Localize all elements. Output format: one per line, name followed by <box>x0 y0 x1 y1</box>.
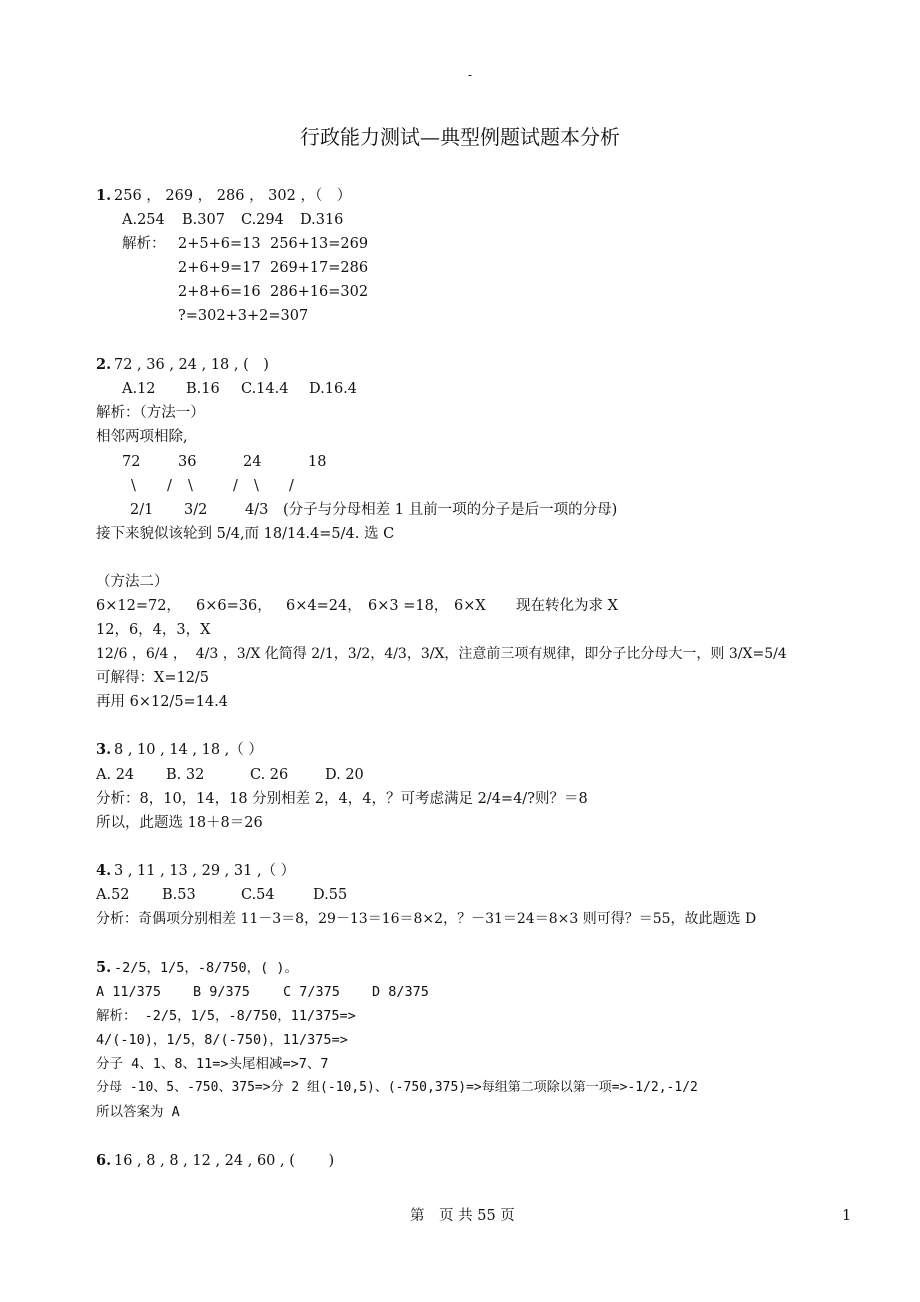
header-dash: - <box>468 68 473 82</box>
q1-step-3-result: 286+16=302 <box>270 284 369 300</box>
q1-analysis-label: 解析： <box>122 236 166 252</box>
footer-page-number: 1 <box>842 1208 852 1224</box>
q4-stem: 3 , 11 , 13 , 29 , 31 ,（ ） <box>114 863 296 879</box>
q1-option-a: A.254 <box>122 212 165 228</box>
q2-product-1: 6×12=72， <box>96 598 181 614</box>
q1-step-2-sum: 2+6+9=17 <box>178 260 261 276</box>
q1-stem: 256 ， 269 ， 286 ， 302 ，（ ） <box>114 188 352 204</box>
q3-option-c: C. 26 <box>250 767 289 783</box>
q4-analysis: 分析：奇偶项分别相差 11－3＝8，29－13＝16＝8×2，？－31＝24＝8×3 则可得？＝55，故此题选 D <box>96 911 757 927</box>
q4-number: 4. <box>96 862 112 879</box>
q2-ratio-3: 4/3 <box>245 502 269 518</box>
q4-option-a: A.52 <box>96 887 130 903</box>
q4-option-c: C.54 <box>241 887 275 903</box>
q2-method2-line5: 再用 6×12/5=14.4 <box>96 694 228 710</box>
q1-number: 1. <box>96 187 112 204</box>
q2-slash-1: \ <box>131 478 136 494</box>
q2-conclusion: 接下来貌似该轮到 5/4,而 18/14.4=5/4. 选 C <box>96 526 395 542</box>
q2-method2-line3: 12/6 ，6/4 ， 4/3 ，3/X 化简得 2/1，3/2，4/3，3/X，注意前三项有规律，即分子比分母大一，则 3/X=5/4 <box>96 646 787 662</box>
q3-option-d: D. 20 <box>325 767 364 783</box>
q1-final: ?=302+3+2=307 <box>178 308 309 324</box>
q2-product-4: 6×3 =18， <box>368 598 449 614</box>
q4-option-d: D.55 <box>313 887 348 903</box>
q2-number: 2. <box>96 356 112 373</box>
q5-line-1: 解析： -2/5，1/5，-8/750，11/375=> <box>96 1008 356 1024</box>
q2-method2-line4: 可解得：X=12/5 <box>96 670 210 686</box>
q5-stem: -2/5，1/5，-8/750，( )。 <box>114 960 299 976</box>
q5-line-3: 分子 4、1、8、11=>头尾相减=>7、7 <box>96 1056 329 1072</box>
q2-ratio-2: 3/2 <box>184 502 208 518</box>
q3-option-b: B. 32 <box>166 767 205 783</box>
q4-option-b: B.53 <box>162 887 196 903</box>
q3-stem: 8 , 10 , 14 , 18 ,（ ） <box>114 742 263 758</box>
q2-option-b: B.16 <box>186 381 220 397</box>
q2-product-3: 6×4=24， <box>286 598 362 614</box>
q3-number: 3. <box>96 741 112 758</box>
q1-option-b: B.307 <box>182 212 225 228</box>
footer-page-info: 第 页 共 55 页 <box>410 1208 515 1224</box>
page-title: 行政能力测试—典型例题试题本分析 <box>300 125 620 149</box>
q5-line-2: 4/(-10)，1/5，8/(-750)，11/375=> <box>96 1032 348 1048</box>
q3-option-a: A. 24 <box>96 767 135 783</box>
q1-step-1-sum: 2+5+6=13 <box>178 236 261 252</box>
q5-option-a: A 11/375 <box>96 984 162 1000</box>
q2-option-c: C.14.4 <box>241 381 289 397</box>
q2-slash-3: \ <box>188 478 193 494</box>
q3-analysis: 分析：8，10，14，18 分别相差 2，4，4，？可考虑满足 2/4=4/?则？＝8 <box>96 791 588 807</box>
q2-term-3: 24 <box>243 454 262 470</box>
q2-stem: 72 , 36 , 24 , 18 , ( ) <box>114 357 269 373</box>
q1-step-1-result: 256+13=269 <box>270 236 369 252</box>
q5-option-d: D 8/375 <box>372 984 429 1000</box>
q2-method1-desc: 相邻两项相除, <box>96 429 188 445</box>
q2-term-2: 36 <box>178 454 197 470</box>
q2-term-1: 72 <box>122 454 141 470</box>
q6-stem: 16 , 8 , 8 , 12 , 24 , 60 , ( ) <box>114 1153 335 1169</box>
q2-ratio-note: (分子与分母相差 1 且前一项的分子是后一项的分母) <box>283 502 618 518</box>
q1-step-2-result: 269+17=286 <box>270 260 369 276</box>
q3-conclusion: 所以，此题选 18＋8＝26 <box>96 815 263 831</box>
q2-slash-4: / <box>233 478 238 494</box>
q2-slash-2: / <box>167 478 172 494</box>
q2-ratio-1: 2/1 <box>130 502 154 518</box>
q2-slash-5: \ <box>254 478 259 494</box>
q1-option-c: C.294 <box>241 212 284 228</box>
q2-slash-6: / <box>289 478 294 494</box>
q2-product-2: 6×6=36， <box>196 598 272 614</box>
q2-method1-label: 解析：（方法一） <box>96 405 205 421</box>
q5-line-5: 所以答案为 A <box>96 1104 180 1120</box>
q1-step-3-sum: 2+8+6=16 <box>178 284 261 300</box>
q2-option-d: D.16.4 <box>309 381 358 397</box>
q5-line-4: 分母 -10、5、-750、375=>分 2 组(-10,5)、(-750,375)=>每组第二项除以第一项=>-1/2,-1/2 <box>96 1080 698 1095</box>
q2-product-5: 6×X <box>454 598 486 614</box>
q5-option-b: B 9/375 <box>193 984 250 1000</box>
q2-method2-line2: 12，6，4，3，X <box>96 622 211 638</box>
q2-term-4: 18 <box>308 454 327 470</box>
q2-option-a: A.12 <box>122 381 156 397</box>
q2-method2-label: （方法二） <box>96 574 169 590</box>
q6-number: 6. <box>96 1152 112 1169</box>
q1-option-d: D.316 <box>300 212 344 228</box>
q5-option-c: C 7/375 <box>283 984 340 1000</box>
q2-product-note: 现在转化为求 X <box>516 598 618 614</box>
q5-number: 5. <box>96 959 112 976</box>
